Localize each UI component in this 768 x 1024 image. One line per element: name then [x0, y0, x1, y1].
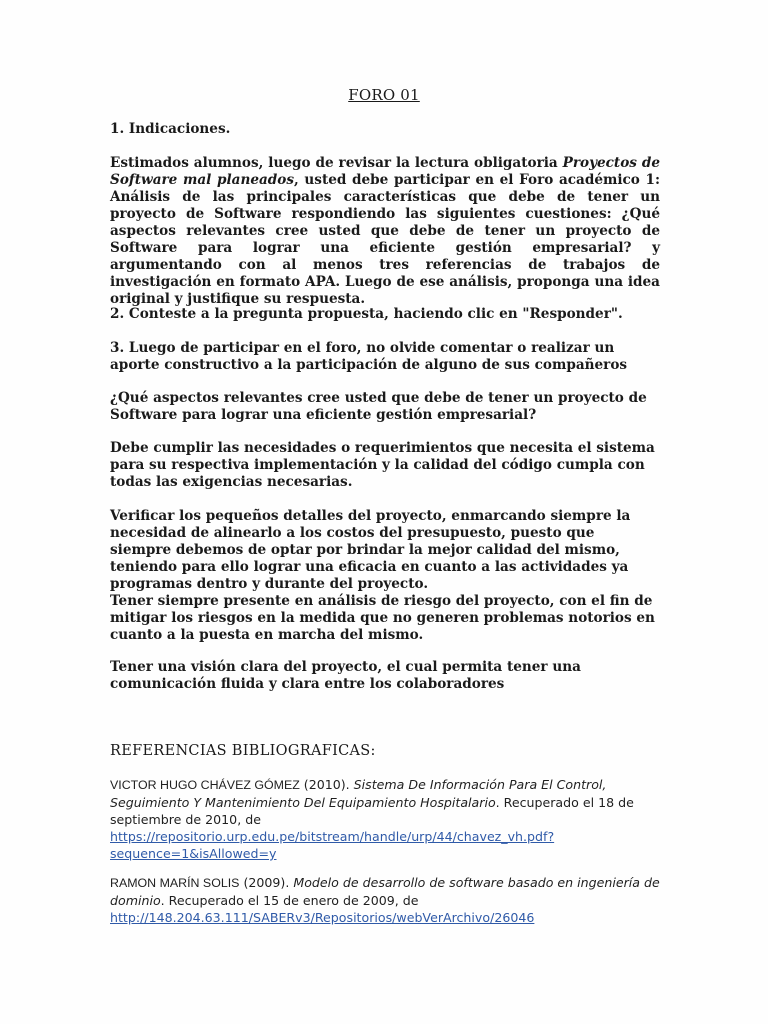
answer-paragraph: Debe cumplir las necesidades o requerimientos que necesita el sistema para su respectiva implementación y la calidad del código cumpla con todas las exigencias necesarias. [110, 440, 655, 490]
reference-link[interactable]: https://repositorio.urp.edu.pe/bitstream/handle/urp/44/chavez_vh.pdf?sequence=1&isAllowed=y [110, 829, 555, 861]
section-indicaciones: 1. Indicaciones. [110, 121, 231, 137]
section-conteste: 2. Conteste a la pregunta propuesta, haciendo clic en "Responder". [110, 306, 623, 322]
intro-text-start: Estimados alumnos, luego de revisar la lectura obligatoria [110, 155, 563, 171]
reference-link[interactable]: http://148.204.63.111/SABERv3/Repositorios/webVerArchivo/26046 [110, 910, 535, 925]
reference-retrieved: . Recuperado el 18 de septiembre de 2010, de [110, 795, 634, 827]
reference-title: Sistema De Información Para El Control, Seguimiento Y Mantenimiento Del Equipamiento Hospitalario [110, 777, 607, 810]
intro-reading-title: Proyectos de Software mal planeados [110, 155, 660, 188]
intro-paragraph [110, 155, 660, 308]
reference-year: (2010). [299, 777, 354, 792]
intro-text-end: , usted debe participar en el Foro académico 1: Análisis de las principales características que debe de tener un proyecto de Software respondiendo las siguientes cuestiones: ¿Qué aspectos relevantes cree usted que debe de tener un proyecto de Software para lograr una eficiente gestión empresarial? y argumentando con al menos tres referencias de trabajos de investigación en formato APA. Luego de ese análisis, proponga una idea original y justifique su respuesta. [110, 172, 660, 307]
forum-question: ¿Qué aspectos relevantes cree usted que debe de tener un proyecto de Software para lograr una eficiente gestión empresarial? [110, 390, 647, 423]
reference-entry [110, 776, 660, 862]
reference-entry [110, 874, 660, 926]
reference-author: RAMON MARÍN SOLIS [110, 876, 240, 890]
references-heading: REFERENCIAS BIBLIOGRAFICAS: [110, 743, 376, 759]
answer-paragraph: Verificar los pequeños detalles del proyecto, enmarcando siempre la necesidad de alinearlo a los costos del presupuesto, puesto que siempre debemos de optar por brindar la mejor calidad del mismo, teniendo para ello lograr una eficacia en cuanto a las actividades ya programas dentro y durante del proyecto. [110, 508, 631, 592]
reference-year: (2009). [239, 875, 294, 890]
section-participar: 3. Luego de participar en el foro, no olvide comentar o realizar un aporte constructivo a la participación de alguno de sus compañeros [110, 340, 628, 373]
reference-author: VICTOR HUGO CHÁVEZ GÓMEZ [110, 778, 300, 792]
answer-paragraph: Tener siempre presente en análisis de riesgo del proyecto, con el fin de mitigar los riesgos en la medida que no generen problemas notorios en cuanto a la puesta en marcha del mismo. [110, 593, 655, 643]
answer-paragraph: Tener una visión clara del proyecto, el cual permita tener una comunicación fluida y clara entre los colaboradores [110, 659, 581, 692]
reference-title: Modelo de desarrollo de software basado en ingeniería de dominio [110, 875, 660, 908]
reference-retrieved: . Recuperado el 15 de enero de 2009, de [160, 893, 419, 908]
page-title: FORO 01 [348, 86, 420, 104]
